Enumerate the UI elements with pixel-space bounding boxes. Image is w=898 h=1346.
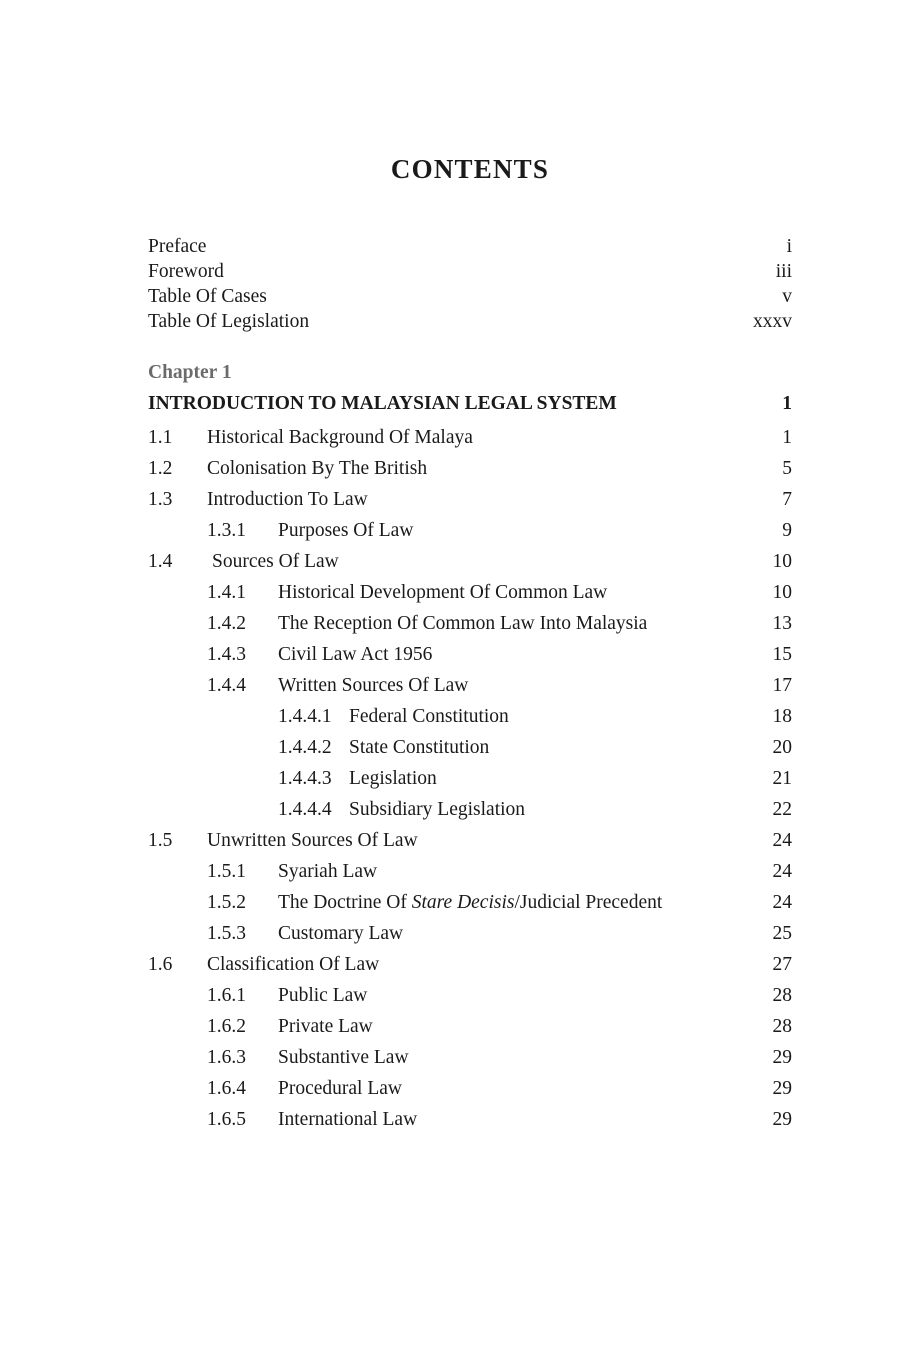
section-page: 24 <box>772 892 792 913</box>
title-suffix: /Judicial Precedent <box>514 892 663 913</box>
section-title: The Reception Of Common Law Into Malaysia <box>278 613 648 634</box>
section-page: 17 <box>772 675 792 696</box>
toc-entry <box>0 1044 898 1075</box>
front-matter-item <box>148 309 792 334</box>
section-title: Private Law <box>278 1016 373 1037</box>
section-number: 1.6.2 <box>207 1016 246 1037</box>
toc-entry <box>0 579 898 610</box>
section-number: 1.4.4.4 <box>278 799 332 820</box>
section-title: Syariah Law <box>278 861 378 882</box>
section-number: 1.1 <box>148 427 173 448</box>
chapter-heading <box>148 393 792 415</box>
section-page: 7 <box>782 489 792 510</box>
toc-entry <box>0 1075 898 1106</box>
toc-entry <box>0 889 898 920</box>
chapter-title: INTRODUCTION TO MALAYSIAN LEGAL SYSTEM <box>148 393 617 414</box>
entry-label: Table Of Legislation <box>148 311 310 332</box>
toc-entry <box>0 951 898 982</box>
entry-label: Table Of Cases <box>148 286 267 307</box>
section-number: 1.6.4 <box>207 1078 246 1099</box>
section-page: 24 <box>772 861 792 882</box>
section-page: 1 <box>782 427 792 448</box>
section-number: 1.6.3 <box>207 1047 246 1068</box>
section-number: 1.4.4.3 <box>278 768 332 789</box>
toc-entries <box>0 424 898 1137</box>
section-title: Subsidiary Legislation <box>349 799 526 820</box>
entry-label: Preface <box>148 236 207 257</box>
section-title: Unwritten Sources Of Law <box>207 830 418 851</box>
entry-page: i <box>786 236 792 257</box>
toc-entry <box>0 703 898 734</box>
chapter-label: Chapter 1 <box>148 362 232 383</box>
section-page: 10 <box>772 551 792 572</box>
toc-entry <box>0 641 898 672</box>
section-title: Substantive Law <box>278 1047 409 1068</box>
toc-entry <box>0 548 898 579</box>
section-page: 5 <box>782 458 792 479</box>
section-page: 28 <box>772 1016 792 1037</box>
section-number: 1.5.3 <box>207 923 246 944</box>
section-title: International Law <box>278 1109 418 1130</box>
section-page: 22 <box>772 799 792 820</box>
toc-entry <box>0 734 898 765</box>
section-title <box>278 889 662 916</box>
section-number: 1.4.2 <box>207 613 246 634</box>
section-title: Civil Law Act 1956 <box>278 644 433 665</box>
section-number: 1.3 <box>148 489 173 510</box>
front-matter-item <box>148 234 792 259</box>
section-title: State Constitution <box>349 737 490 758</box>
toc-entry <box>0 517 898 548</box>
section-page: 10 <box>772 582 792 603</box>
section-number: 1.4 <box>148 551 173 572</box>
section-number: 1.6 <box>148 954 173 975</box>
toc-entry <box>0 1013 898 1044</box>
toc-entry <box>0 486 898 517</box>
section-page: 13 <box>772 613 792 634</box>
section-title: Purposes Of Law <box>278 520 414 541</box>
front-matter-item <box>148 284 792 309</box>
toc-entry <box>0 858 898 889</box>
toc-entry <box>0 920 898 951</box>
section-page: 24 <box>772 830 792 851</box>
section-title: Introduction To Law <box>207 489 368 510</box>
section-page: 28 <box>772 985 792 1006</box>
section-title: Customary Law <box>278 923 404 944</box>
toc-entry <box>0 424 898 455</box>
section-number: 1.3.1 <box>207 520 246 541</box>
section-title: Legislation <box>349 768 437 789</box>
section-page: 9 <box>782 520 792 541</box>
section-number: 1.5.2 <box>207 892 246 913</box>
toc-entry <box>0 827 898 858</box>
section-title: Written Sources Of Law <box>278 675 469 696</box>
entry-label: Foreword <box>148 261 224 282</box>
section-title: Federal Constitution <box>349 706 509 727</box>
front-matter-item <box>148 259 792 284</box>
toc-entry <box>0 765 898 796</box>
section-number: 1.4.4 <box>207 675 246 696</box>
entry-page: xxxv <box>753 311 792 332</box>
section-page: 27 <box>772 954 792 975</box>
section-number: 1.5 <box>148 830 173 851</box>
title-prefix: The Doctrine Of <box>278 892 412 913</box>
section-number: 1.4.1 <box>207 582 246 603</box>
section-page: 29 <box>772 1047 792 1068</box>
toc-entry <box>0 1106 898 1137</box>
section-page: 25 <box>772 923 792 944</box>
entry-page: v <box>782 286 792 307</box>
section-number: 1.2 <box>148 458 173 479</box>
section-title: Colonisation By The British <box>207 458 428 479</box>
section-number: 1.4.4.1 <box>278 706 332 727</box>
front-matter-list <box>148 234 792 334</box>
section-title: Historical Development Of Common Law <box>278 582 608 603</box>
section-title: Historical Background Of Malaya <box>207 427 473 448</box>
toc-entry <box>0 796 898 827</box>
section-number: 1.6.5 <box>207 1109 246 1130</box>
section-page: 29 <box>772 1078 792 1099</box>
section-page: 18 <box>772 706 792 727</box>
page-title: CONTENTS <box>390 154 550 184</box>
toc-entry <box>0 610 898 641</box>
section-page: 15 <box>772 644 792 665</box>
section-page: 21 <box>772 768 792 789</box>
title-italic: Stare Decisis <box>411 892 515 913</box>
toc-entry <box>0 982 898 1013</box>
section-title: Classification Of Law <box>207 954 380 975</box>
chapter-page: 1 <box>782 393 792 414</box>
toc-entry <box>0 672 898 703</box>
section-number: 1.4.3 <box>207 644 246 665</box>
section-title: Sources Of Law <box>212 551 339 572</box>
section-number: 1.5.1 <box>207 861 246 882</box>
section-page: 29 <box>772 1109 792 1130</box>
entry-page: iii <box>775 261 792 282</box>
toc-entry <box>0 455 898 486</box>
section-page: 20 <box>772 737 792 758</box>
section-title: Procedural Law <box>278 1078 402 1099</box>
section-number: 1.6.1 <box>207 985 246 1006</box>
section-title: Public Law <box>278 985 368 1006</box>
section-number: 1.4.4.2 <box>278 737 332 758</box>
